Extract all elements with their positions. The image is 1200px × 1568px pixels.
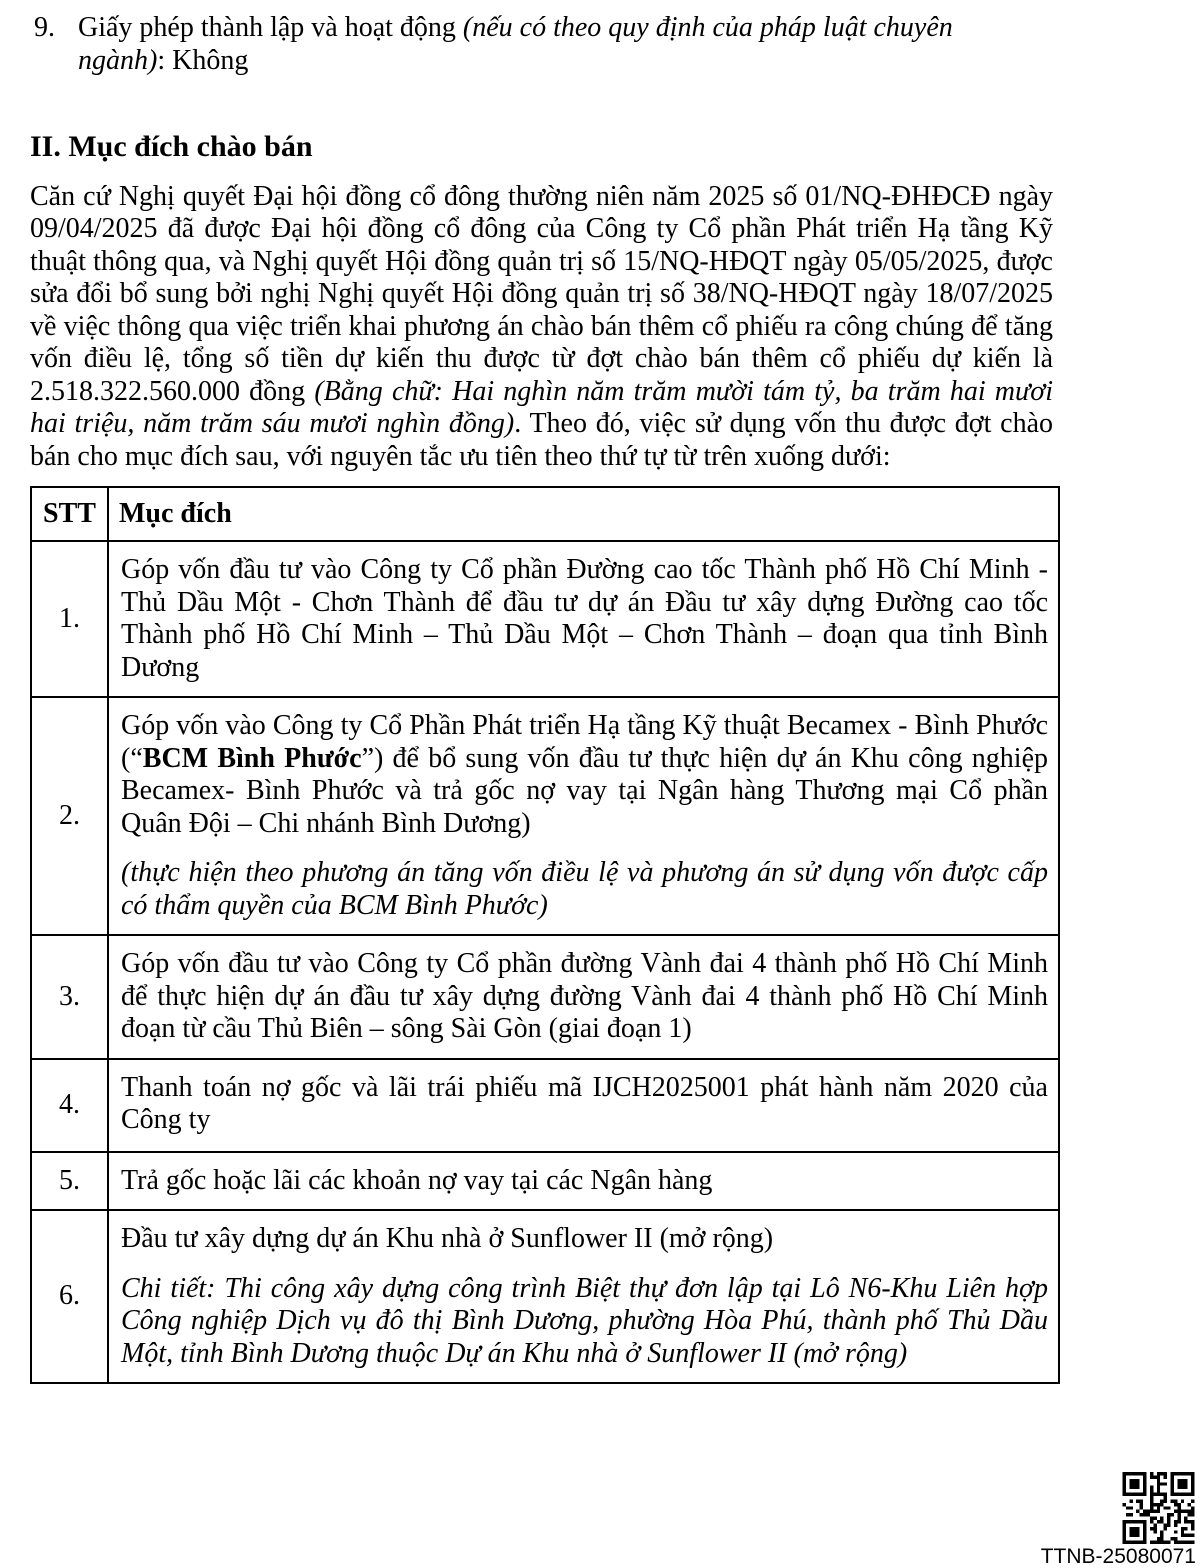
table-row <box>31 697 1059 935</box>
row-number: 1. <box>31 541 108 697</box>
table-row <box>31 1059 1059 1152</box>
document-code: TTNB-25080071 <box>1040 1545 1196 1568</box>
document-content <box>30 12 1053 1384</box>
item-note-italic: (nếu có theo quy định của pháp luật chuyên ngành) <box>78 12 953 76</box>
row-text-part2: ”) để bổ sung vốn đầu tư thực hiện dự án Khu công nghiệp Becamex- Bình Phước và trả gốc nợ vay tại Ngân hàng Thương mại Cổ phần Quân Đội – Chi nhánh Bình Dương) <box>121 742 1048 839</box>
table-row <box>31 1210 1059 1383</box>
intro-amount-in-words: (Bằng chữ: Hai nghìn năm trăm mười tám tỷ, ba trăm hai mươi hai triệu, năm trăm sáu mươi nghìn đồng) <box>30 375 1053 439</box>
numbered-item-9 <box>30 12 965 77</box>
item-label: Giấy phép thành lập và hoạt động <box>78 12 463 43</box>
row-text: Đầu tư xây dựng dự án Khu nhà ở Sunflower II (mở rộng) <box>121 1223 774 1254</box>
row-note-italic: (thực hiện theo phương án tăng vốn điều lệ và phương án sử dụng vốn được cấp có thẩm quyền của BCM Bình Phước) <box>121 857 1048 921</box>
table-row <box>31 935 1059 1059</box>
intro-paragraph <box>30 181 1053 474</box>
row-text: Thanh toán nợ gốc và lãi trái phiếu mã IJCH2025001 phát hành năm 2020 của Công ty <box>121 1071 1048 1135</box>
row-purpose <box>108 1059 1059 1152</box>
row-purpose <box>108 1152 1059 1211</box>
row-number: 2. <box>31 697 108 935</box>
row-purpose <box>108 697 1059 935</box>
intro-part1: Căn cứ Nghị quyết Đại hội đồng cổ đông thường niên năm 2025 số 01/NQ-ĐHĐCĐ ngày 09/04/2025 đã được Đại hội đồng cổ đông của Công ty Cổ phần Phát triển Hạ tầng Kỹ thuật thông qua, và Nghị quyết Hội đồng quản trị số 15/NQ-HĐQT ngày 05/05/2025, được sửa đổi bổ sung bởi nghị Nghị quyết Hội đồng quản trị số 38/NQ-HĐQT ngày 18/07/2025 về việc thông qua việc triển khai phương án chào bán thêm cổ phiếu ra công chúng để tăng vốn điều lệ, tổng số tiền dự kiến thu được từ đợt chào bán thêm cổ phiếu dự kiến là 2.518.322.560.000 đồng <box>30 180 1053 407</box>
row-text-part1: Góp vốn vào Công ty Cổ Phần Phát triển Hạ tầng Kỹ thuật Becamex - Bình Phước (“ <box>121 710 1048 774</box>
row-purpose <box>108 1210 1059 1383</box>
row-number: 5. <box>31 1152 108 1211</box>
intro-part2: . Theo đó, việc sử dụng vốn thu được đợt chào bán cho mục đích sau, với nguyên tắc ưu tiên theo thứ tự từ trên xuống dưới: <box>30 408 1053 472</box>
row-note-italic: Chi tiết: Thi công xây dựng công trình Biệt thự đơn lập tại Lô N6-Khu Liên hợp Công nghiệp Dịch vụ đô thị Bình Dương, phường Hòa Phú, thành phố Thủ Dầu Một, tỉnh Bình Dương thuộc Dự án Khu nhà ở Sunflower II (mở rộng) <box>121 1272 1048 1369</box>
row-purpose <box>108 935 1059 1059</box>
purpose-table <box>30 486 1060 1384</box>
table-header-row <box>31 487 1059 541</box>
table-row <box>31 1152 1059 1211</box>
row-number: 3. <box>31 935 108 1059</box>
footer-stamp <box>1041 1472 1196 1568</box>
row-text <box>121 710 1048 840</box>
row-number: 4. <box>31 1059 108 1152</box>
section-heading: II. Mục đích chào bán <box>30 130 313 163</box>
item-value: : Không <box>157 44 249 76</box>
row-text: Trả gốc hoặc lãi các khoản nợ vay tại các Ngân hàng <box>121 1164 713 1196</box>
header-stt: STT <box>31 487 108 541</box>
row-text-bold: BCM Bình Phước <box>142 742 362 774</box>
row-number: 6. <box>31 1210 108 1383</box>
row-text: Góp vốn đầu tư vào Công ty Cổ phần đường Vành đai 4 thành phố Hồ Chí Minh để thực hiện dự án đầu tư xây dựng đường Vành đai 4 thành phố Hồ Chí Minh đoạn từ cầu Thủ Biên – sông Sài Gòn (giai đoạn 1) <box>121 948 1048 1044</box>
row-text: Góp vốn đầu tư vào Công ty Cổ phần Đường cao tốc Thành phố Hồ Chí Minh - Thủ Dầu Một - Chơn Thành để đầu tư dự án Đầu tư xây dựng Đường cao tốc Thành phố Hồ Chí Minh – Thủ Dầu Một – Chơn Thành – đoạn qua tỉnh Bình Dương <box>121 554 1048 683</box>
item-number: 9. <box>34 12 55 43</box>
table-row <box>31 541 1059 697</box>
row-purpose <box>108 541 1059 697</box>
header-purpose: Mục đích <box>108 487 1059 541</box>
qr-code-icon <box>1121 1472 1196 1544</box>
